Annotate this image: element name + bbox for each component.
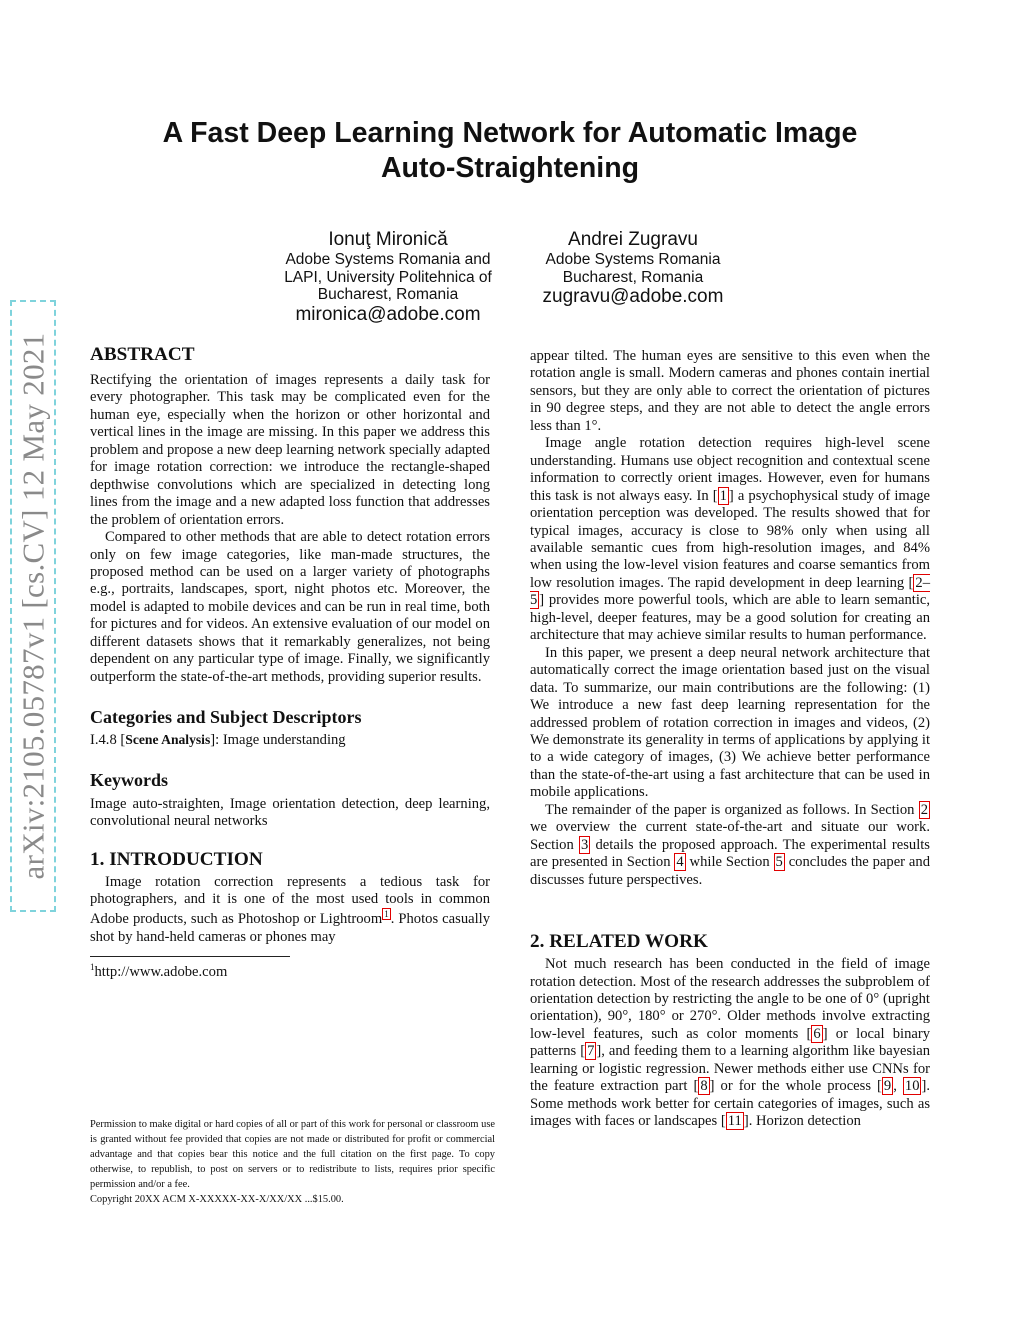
category-label: Scene Analysis — [125, 732, 211, 748]
keywords-text: Image auto-straighten, Image orientation detection, deep learning, convolutional neural networks — [90, 795, 490, 830]
introduction-paragraph-1: Image rotation correction represents a tedious task for photographers, and it is one of the most used tools in common Adobe products, such as Photoshop or Lightroom $^1$ . Photos casually shot by hand-held cameras or phones may — [90, 873, 490, 945]
citation-link[interactable]: 8 — [700, 1078, 708, 1095]
author-affiliation: Bucharest, Romania — [317, 286, 459, 303]
citation-link[interactable]: 9 — [883, 1078, 892, 1095]
author-name: Ionuţ Mironică — [328, 229, 448, 250]
footnote-link[interactable]: 1 — [384, 909, 389, 920]
permission-text: Permission to make digital or hard copies of all or part of this work for personal or classroom use is granted without fee provided that copies are not made or distributed for profit or commercial advantage and that copies bear this notice and the full citation on the first page. To copy otherwise, to republish, to post on servers or to redistribute to lists, requires prior specific permission and/or a fee. — [90, 1119, 495, 1190]
footnote-mark: 1 — [90, 962, 95, 973]
paper-title — [120, 116, 900, 186]
footnote-url[interactable]: http://www.adobe.com — [94, 964, 228, 981]
categories-heading: Categories and Subject Descriptors — [90, 707, 362, 728]
arxiv-identifier-stamp — [10, 300, 56, 912]
citation-link[interactable]: 2–5 — [530, 574, 930, 609]
introduction-paragraph-continued: appear tilted. The human eyes are sensitive to this even when the rotation angle is small. Modern cameras and phones contain inertial sensors, but they are only able to correct the orientation of pictures in 90 degree steps, and they are not able to detect the angle errors less than 1°. — [530, 348, 930, 434]
citation-link[interactable]: 7 — [587, 1043, 595, 1060]
abstract-paragraph-2: Compared to other methods that are able to detect rotation errors only on few image categories, like man-made structures, the proposed method can be used on a larger variety of photographs e.g., portraits, landscapes, sport, night photos etc. Moreover, the model is adapted to mobile devices and can be run in real time, both for pictures and for videos. An extensive evaluation of our model on different datasets shows that it remarkably generalizes, not being dependent on any particular type of image. Finally, we significantly outperform the state-of-the-art methods, providing superior results. — [90, 529, 490, 685]
permission-notice — [90, 1117, 495, 1207]
section-link[interactable]: 2 — [920, 801, 928, 818]
introduction-paragraph-3: In this paper, we present a deep neural network architecture that automatically correct the image orientation based just on the visual data. To summarize, our main contributions are the following: (1) We introduce a new fast deep learning representation for the addressed problem of rotation correction in images and videos, (2) We demonstrate its generality in terms of applications by applying it to a wide category of images, (3) We achieve better performance than the state-of-the-art using a fast architecture that can be used in mobile applications. — [530, 644, 930, 801]
introduction-heading: 1. INTRODUCTION — [90, 848, 263, 870]
citation-link[interactable]: 11 — [727, 1113, 742, 1130]
author-affiliation: LAPI, University Politehnica of — [284, 268, 492, 286]
author-block-2 — [528, 229, 738, 308]
author-email[interactable]: zugravu@adobe.com — [542, 286, 724, 307]
section-link[interactable]: 5 — [775, 854, 783, 871]
author-block-1 — [268, 229, 508, 326]
arxiv-identifier: arXiv:2105.05787v1 [cs.CV] 12 May 2021 — [15, 332, 51, 880]
abstract-heading: ABSTRACT — [90, 344, 195, 365]
related-work-heading: 2. RELATED WORK — [530, 931, 708, 953]
categories-text: I.4.8 [Scene Analysis]: Image understanding — [90, 732, 346, 749]
copyright-text: Copyright 20XX ACM X-XXXXX-XX-X/XX/XX ...$15.00. — [90, 1194, 344, 1205]
footnote — [90, 959, 490, 981]
title-line-1: A Fast Deep Learning Network for Automatic Image — [162, 117, 858, 149]
citation-link[interactable]: 1 — [719, 487, 727, 504]
footnote-rule — [90, 956, 290, 957]
section-link[interactable]: 3 — [580, 836, 589, 853]
section-link[interactable]: 4 — [676, 854, 684, 871]
author-name: Andrei Zugravu — [568, 229, 698, 250]
left-column — [90, 344, 490, 982]
author-affiliation: Bucharest, Romania — [562, 268, 704, 286]
related-work-paragraph: Not much research has been conducted in the field of image rotation detection. Most of the research addresses the subproblem of orientation detection by restricting the angle to be one of 0° (upright orientation), 90°, 180° or 270°. Older methods involve extracting low-level features, such as color moments [ 6 ] or local binary patterns [ 7 ], and feeding them to a learning algorithm like bayesian learning or logistic regression. Newer methods either use CNNs for the feature extraction part [ 8 ] or for the whole process [ 9 , 10 ]. Some methods work better for certain categories of images, such as images with faces or landscapes [ 11 ]. Horizon detection — [530, 956, 931, 1130]
author-affiliation: Adobe Systems Romania — [545, 251, 721, 268]
introduction-paragraph-2: Image angle rotation detection requires high-level scene understanding. Humans use object recognition and contextual scene information to correctly orient images. However, even for humans this task is not always easy. In [ 1 ] a psychophysical study of image orientation perception was developed. The results showed that for typical images, accuracy is close to 98% only when using all available semantic cues from high-resolution images, and 84% when using the low-level vision features and coarse semantics from low resolution images. The rapid development in deep learning [ 2–5 ] provides more powerful tools, which are able to learn semantic, high-level, deeper features, may be a good solution for creating an architecture that may achieve similar results to human performance. — [530, 435, 931, 644]
right-column — [530, 348, 930, 1131]
author-email[interactable]: mironica@adobe.com — [295, 303, 481, 325]
citation-link[interactable]: 6 — [813, 1025, 821, 1042]
keywords-heading: Keywords — [90, 769, 168, 790]
author-affiliation: Adobe Systems Romania and — [285, 251, 491, 268]
title-line-2: Auto-Straightening — [380, 152, 640, 184]
introduction-paragraph-4: The remainder of the paper is organized as follows. In Section 2 we overview the current state-of-the-art and situate our work. Section 3 details the proposed approach. The experimental results are presented in Section 4 while Section 5 concludes the paper and discusses future perspectives. — [530, 801, 930, 888]
abstract-paragraph-1: Rectifying the orientation of images represents a daily task for every photographer. This task may be complicated even for the human eye, especially when the horizon or other horizontal and vertical lines in the image are missing. In this paper we address this problem and propose a new deep learning network specially adapted for image rotation correction: we introduce the rectangle-shaped depthwise convolutions which are specialized in detecting long lines from the image and a new adapted loss function that addresses the problem of orientation errors. — [90, 372, 490, 528]
citation-link[interactable]: 10 — [904, 1078, 920, 1095]
